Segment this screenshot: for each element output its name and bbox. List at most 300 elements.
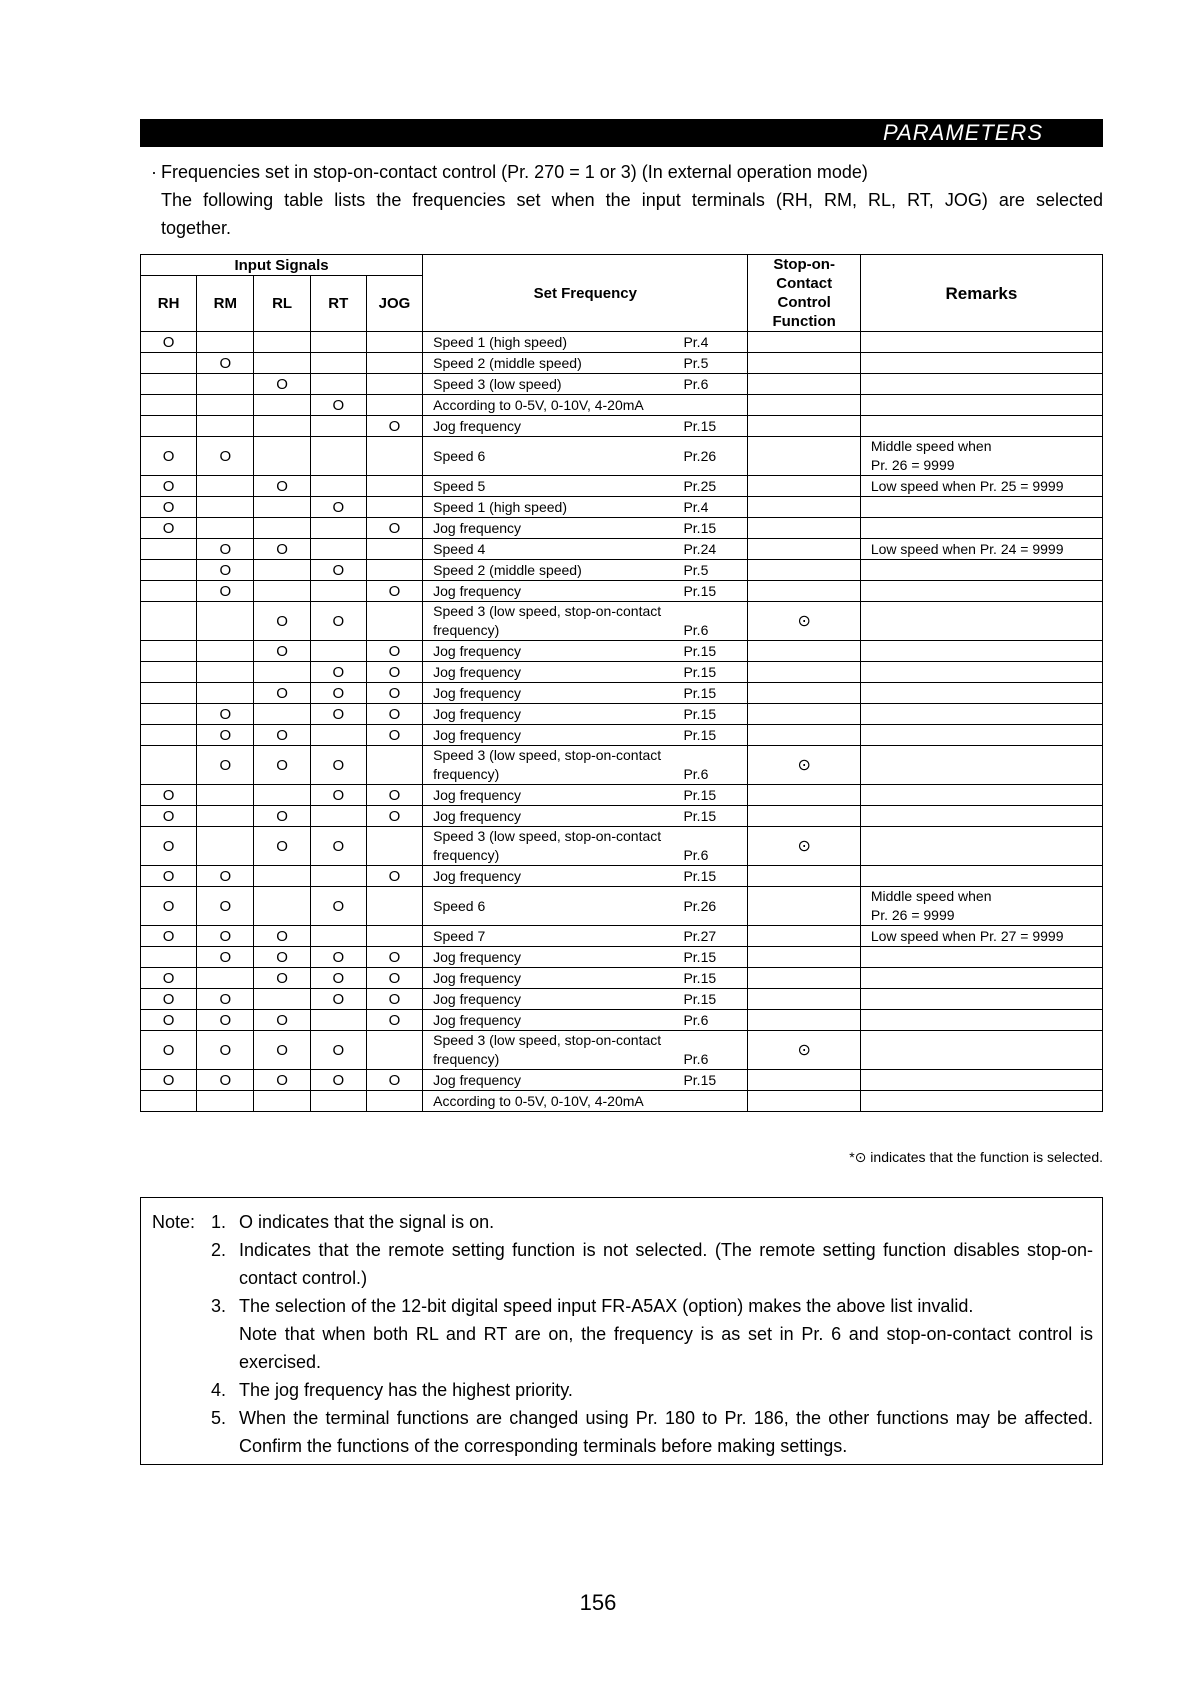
remarks-cell (860, 416, 1102, 437)
signal-cell: O (197, 746, 254, 785)
frequency-table (140, 254, 1103, 1112)
parameter-ref: Pr.6 (683, 1051, 709, 1067)
signal-cell: O (366, 989, 422, 1010)
stop-control-cell (748, 332, 860, 353)
signal-cell (254, 518, 310, 539)
frequency-name: Jog frequency (433, 867, 522, 884)
parameter-ref: Pr.15 (683, 1071, 717, 1088)
signal-cell: O (254, 1031, 310, 1070)
signal-cell: O (197, 866, 254, 887)
stop-control-cell (748, 947, 860, 968)
signal-cell: O (197, 989, 254, 1010)
signal-cell (366, 395, 422, 416)
signal-cell (366, 926, 422, 947)
table-row (141, 1010, 1103, 1031)
signal-cell: O (197, 947, 254, 968)
frequency-name: Jog frequency (433, 786, 522, 803)
page-number: 156 (579, 1590, 617, 1615)
table-row (141, 785, 1103, 806)
frequency-name: Speed 2 (middle speed) (433, 354, 582, 371)
signal-cell: O (254, 1010, 310, 1031)
signal-cell: O (366, 641, 422, 662)
signal-cell (141, 560, 197, 581)
remarks-cell (860, 395, 1102, 416)
remarks-cell (860, 887, 1102, 926)
remarks-cell (860, 518, 1102, 539)
parameter-ref (683, 1093, 741, 1110)
input-signals-header: Input Signals (141, 255, 423, 276)
stop-control-cell: ⊙ (748, 602, 860, 641)
signal-cell (141, 581, 197, 602)
table-row (141, 581, 1103, 602)
frequency-name: Speed 7 (433, 927, 486, 944)
table-row (141, 332, 1103, 353)
frequency-cell (423, 416, 748, 437)
note-text: O indicates that the signal is on. (239, 1212, 495, 1232)
signal-cell: O (310, 704, 366, 725)
signal-cell: O (254, 806, 310, 827)
signal-cell (254, 866, 310, 887)
signal-cell (197, 476, 254, 497)
frequency-name: Speed 3 (low speed, stop-on-contact (433, 1032, 662, 1048)
signal-cell (366, 746, 422, 785)
remarks-cell (860, 332, 1102, 353)
stop-control-cell (748, 581, 860, 602)
parameter-ref: Pr.6 (683, 847, 709, 863)
table-row (141, 602, 1103, 641)
signal-cell: O (141, 866, 197, 887)
stop-control-cell (748, 539, 860, 560)
signal-cell: O (366, 683, 422, 704)
note-number: 4. (211, 1380, 227, 1400)
signal-cell (254, 704, 310, 725)
parameter-ref (683, 397, 741, 414)
signal-cell (197, 518, 254, 539)
frequency-name: Jog frequency (433, 663, 522, 680)
signal-cell (310, 641, 366, 662)
signal-cell: O (366, 416, 422, 437)
signal-cell (310, 1010, 366, 1031)
frequency-cell (423, 1070, 748, 1091)
frequency-name: Jog frequency (433, 519, 522, 536)
signal-cell (366, 437, 422, 476)
signal-cell: O (141, 827, 197, 866)
table-row (141, 725, 1103, 746)
signal-cell: O (310, 887, 366, 926)
frequency-cell (423, 725, 748, 746)
table-row (141, 746, 1103, 785)
signal-cell: O (141, 968, 197, 989)
signal-cell (310, 926, 366, 947)
note-number: 1. (211, 1212, 227, 1232)
signal-cell: O (366, 518, 422, 539)
remarks-cell: Low speed when Pr. 24 = 9999 (860, 539, 1102, 560)
signal-cell: O (141, 1070, 197, 1091)
stop-control-cell (748, 641, 860, 662)
signal-cell: O (254, 641, 310, 662)
signal-cell: O (197, 926, 254, 947)
remarks-cell (860, 581, 1102, 602)
signal-cell (366, 560, 422, 581)
signal-cell (310, 518, 366, 539)
note-text: The jog frequency has the highest priority. (239, 1380, 573, 1400)
parameter-ref: Pr.15 (683, 948, 717, 965)
frequency-name: Jog frequency (433, 684, 522, 701)
parameter-ref: Pr.5 (683, 354, 709, 371)
frequency-cell (423, 602, 748, 641)
signal-cell: O (310, 560, 366, 581)
signal-cell: O (366, 704, 422, 725)
table-row (141, 518, 1103, 539)
signal-cell: O (310, 395, 366, 416)
signal-cell: O (197, 725, 254, 746)
table-row (141, 1070, 1103, 1091)
frequency-name: Speed 3 (low speed, stop-on-contact (433, 603, 662, 619)
stop-control-cell (748, 926, 860, 947)
signal-cell (197, 968, 254, 989)
frequency-name-continued: frequency) (433, 1051, 500, 1067)
frequency-cell (423, 641, 748, 662)
table-body (141, 332, 1103, 1112)
signal-cell (254, 353, 310, 374)
remarks-cell (860, 989, 1102, 1010)
signal-cell (310, 725, 366, 746)
signal-cell: O (197, 1010, 254, 1031)
section-header-bar (140, 119, 1103, 147)
stop-control-cell (748, 785, 860, 806)
remarks-cell (860, 704, 1102, 725)
remarks-cell (860, 1091, 1102, 1112)
table-row (141, 887, 1103, 926)
signal-cell: O (366, 1010, 422, 1031)
signal-cell: O (366, 1070, 422, 1091)
signal-cell (310, 539, 366, 560)
signal-cell (366, 1091, 422, 1112)
parameter-ref: Pr.6 (683, 1011, 709, 1028)
signal-cell (141, 395, 197, 416)
remarks-cell (860, 374, 1102, 395)
signal-cell (310, 437, 366, 476)
stop-control-cell (748, 725, 860, 746)
signal-cell (254, 989, 310, 1010)
signal-cell: O (197, 437, 254, 476)
section-title: PARAMETERS (883, 120, 1043, 145)
frequency-cell (423, 827, 748, 866)
signal-cell: O (366, 866, 422, 887)
remarks-cell: Low speed when Pr. 25 = 9999 (860, 476, 1102, 497)
signal-cell (197, 662, 254, 683)
frequency-cell (423, 704, 748, 725)
parameter-ref: Pr.15 (683, 663, 717, 680)
signal-cell (310, 806, 366, 827)
signal-cell: O (310, 1031, 366, 1070)
note-number: 3. (211, 1296, 227, 1316)
table-row (141, 704, 1103, 725)
signal-cell (141, 539, 197, 560)
signal-cell (254, 497, 310, 518)
stop-control-cell (748, 353, 860, 374)
frequency-cell (423, 947, 748, 968)
frequency-cell (423, 353, 748, 374)
signal-cell (197, 602, 254, 641)
stop-control-cell (748, 437, 860, 476)
signal-cell (366, 476, 422, 497)
signal-cell (141, 374, 197, 395)
signal-cell: O (310, 662, 366, 683)
frequency-name: Speed 2 (middle speed) (433, 561, 582, 578)
remarks-cell (860, 947, 1102, 968)
frequency-name: Jog frequency (433, 642, 522, 659)
signal-cell: O (254, 725, 310, 746)
signal-cell (197, 1091, 254, 1112)
parameter-ref: Pr.26 (683, 897, 717, 914)
signal-cell: O (366, 806, 422, 827)
set-frequency-header: Set Frequency (423, 255, 748, 332)
signal-cell (254, 332, 310, 353)
signal-cell: O (141, 926, 197, 947)
stop-control-cell (748, 989, 860, 1010)
table-row (141, 683, 1103, 704)
signal-cell: O (366, 725, 422, 746)
signal-header-jog: JOG (366, 276, 422, 332)
table-row (141, 968, 1103, 989)
table-row (141, 353, 1103, 374)
signal-cell (197, 497, 254, 518)
frequency-name: Jog frequency (433, 726, 522, 743)
table-row (141, 926, 1103, 947)
frequency-name: Jog frequency (433, 969, 522, 986)
remarks-cell (860, 968, 1102, 989)
signal-cell: O (197, 539, 254, 560)
remarks-cell (860, 785, 1102, 806)
signal-cell (141, 416, 197, 437)
remarks-cell (860, 866, 1102, 887)
signal-cell (141, 725, 197, 746)
signal-cell (254, 785, 310, 806)
table-row (141, 806, 1103, 827)
signal-cell (366, 353, 422, 374)
table-row (141, 947, 1103, 968)
stop-control-cell (748, 476, 860, 497)
frequency-cell (423, 866, 748, 887)
signal-cell (254, 662, 310, 683)
parameter-ref: Pr.15 (683, 990, 717, 1007)
remarks-cell (860, 725, 1102, 746)
frequency-cell (423, 926, 748, 947)
signal-cell: O (141, 887, 197, 926)
table-row (141, 560, 1103, 581)
stop-control-cell (748, 518, 860, 539)
note-label: Note: (152, 1212, 196, 1232)
signal-cell (197, 395, 254, 416)
signal-cell: O (141, 1010, 197, 1031)
frequency-cell (423, 581, 748, 602)
table-row (141, 476, 1103, 497)
table-row (141, 437, 1103, 476)
signal-cell (310, 476, 366, 497)
signal-header-rh: RH (141, 276, 197, 332)
parameter-ref: Pr.27 (683, 927, 717, 944)
signal-cell (310, 866, 366, 887)
frequency-cell (423, 1010, 748, 1031)
remarks-cell (860, 602, 1102, 641)
parameter-ref: Pr.6 (683, 375, 709, 392)
remarks-header: Remarks (860, 255, 1102, 332)
signal-cell: O (254, 602, 310, 641)
signal-cell: O (141, 437, 197, 476)
table-row (141, 827, 1103, 866)
signal-cell (141, 602, 197, 641)
signal-cell: O (197, 1070, 254, 1091)
frequency-name: Speed 4 (433, 540, 486, 557)
signal-cell: O (197, 581, 254, 602)
stop-control-cell (748, 887, 860, 926)
remarks-cell (860, 662, 1102, 683)
frequency-cell (423, 497, 748, 518)
frequency-name: According to 0-5V, 0-10V, 4-20mA (433, 1092, 644, 1109)
remarks-cell (860, 641, 1102, 662)
table-row (141, 662, 1103, 683)
stop-control-cell (748, 806, 860, 827)
frequency-name: Speed 1 (high speed) (433, 333, 567, 350)
signal-cell: O (254, 947, 310, 968)
signal-cell (141, 746, 197, 785)
signal-cell: O (310, 1070, 366, 1091)
remarks-cell (860, 683, 1102, 704)
signal-cell (197, 683, 254, 704)
remarks-cell (860, 437, 1102, 476)
parameter-ref: Pr.4 (683, 333, 709, 350)
frequency-name-continued: frequency) (433, 847, 500, 863)
frequency-name: Jog frequency (433, 1011, 522, 1028)
signal-cell: O (366, 662, 422, 683)
signal-cell: O (310, 746, 366, 785)
note-box (140, 1197, 1103, 1465)
signal-cell: O (254, 827, 310, 866)
remarks-cell (860, 1070, 1102, 1091)
stop-control-cell (748, 866, 860, 887)
signal-cell (310, 353, 366, 374)
signal-cell: O (366, 947, 422, 968)
parameter-ref: Pr.25 (683, 477, 717, 494)
signal-cell (197, 806, 254, 827)
parameter-ref: Pr.26 (683, 447, 717, 464)
signal-cell: O (310, 827, 366, 866)
signal-cell (366, 497, 422, 518)
table-row (141, 416, 1103, 437)
stop-control-header: Stop-on-Contact Control Function (748, 255, 860, 332)
signal-cell: O (254, 746, 310, 785)
stop-control-cell (748, 497, 860, 518)
frequency-name: Jog frequency (433, 990, 522, 1007)
frequency-name: Speed 6 (433, 447, 486, 464)
remarks-cell (860, 827, 1102, 866)
table-row (141, 539, 1103, 560)
signal-cell (141, 353, 197, 374)
signal-cell: O (141, 332, 197, 353)
intro-line-1: Frequencies set in stop-on-contact control (Pr. 270 = 1 or 3) (In external operation mode) (161, 162, 868, 182)
stop-control-cell (748, 662, 860, 683)
frequency-name-continued: frequency) (433, 622, 500, 638)
frequency-cell (423, 746, 748, 785)
signal-cell: O (310, 497, 366, 518)
frequency-name: Speed 3 (low speed, stop-on-contact (433, 828, 662, 844)
parameter-ref: Pr.15 (683, 519, 717, 536)
note-text-continued: Note that when both RL and RT are on, the frequency is as set in Pr. 6 and stop-on-contact control is exercised. (239, 1324, 1093, 1372)
remarks-cell (860, 497, 1102, 518)
signal-cell (197, 785, 254, 806)
frequency-name: Speed 5 (433, 477, 486, 494)
stop-control-cell (748, 704, 860, 725)
signal-cell: O (141, 1031, 197, 1070)
signal-cell: O (254, 1070, 310, 1091)
frequency-cell (423, 395, 748, 416)
signal-cell: O (197, 704, 254, 725)
stop-control-cell: ⊙ (748, 746, 860, 785)
signal-header-rt: RT (310, 276, 366, 332)
stop-control-cell (748, 416, 860, 437)
frequency-cell (423, 887, 748, 926)
remark-text-continued: Pr. 26 = 9999 (870, 457, 955, 473)
signal-cell (141, 704, 197, 725)
remarks-cell (860, 1031, 1102, 1070)
signal-cell (310, 416, 366, 437)
frequency-name: Jog frequency (433, 582, 522, 599)
signal-cell: O (254, 968, 310, 989)
bullet: · (151, 162, 157, 182)
signal-cell (141, 947, 197, 968)
signal-cell: O (366, 968, 422, 989)
frequency-name: Speed 1 (high speed) (433, 498, 567, 515)
signal-cell: O (141, 989, 197, 1010)
frequency-cell (423, 437, 748, 476)
frequency-name-continued: frequency) (433, 766, 500, 782)
frequency-cell (423, 806, 748, 827)
signal-cell: O (310, 989, 366, 1010)
signal-cell: O (197, 887, 254, 926)
table-row (141, 989, 1103, 1010)
note-text: The selection of the 12-bit digital speed input FR-A5AX (option) makes the above list invalid. (239, 1296, 974, 1316)
signal-cell (197, 374, 254, 395)
signal-cell: O (254, 539, 310, 560)
table-row (141, 374, 1103, 395)
remarks-cell (860, 1010, 1102, 1031)
signal-cell (254, 887, 310, 926)
signal-cell (254, 1091, 310, 1112)
parameter-ref: Pr.15 (683, 726, 717, 743)
signal-cell (254, 560, 310, 581)
remarks-cell (860, 746, 1102, 785)
frequency-name: Jog frequency (433, 948, 522, 965)
signal-cell (141, 662, 197, 683)
table-row (141, 1031, 1103, 1070)
frequency-cell (423, 683, 748, 704)
signal-cell: O (310, 785, 366, 806)
signal-cell: O (197, 1031, 254, 1070)
signal-cell (254, 395, 310, 416)
table-row (141, 497, 1103, 518)
table-row (141, 641, 1103, 662)
frequency-cell (423, 518, 748, 539)
parameter-ref: Pr.6 (683, 622, 709, 638)
signal-cell: O (141, 806, 197, 827)
signal-cell: O (141, 497, 197, 518)
stop-control-cell: ⊙ (748, 827, 860, 866)
intro-line-2: The following table lists the frequencies set when the input terminals (RH, RM, RL, RT, JOG) are selected (161, 190, 1103, 210)
frequency-name: Jog frequency (433, 1071, 522, 1088)
frequency-cell (423, 332, 748, 353)
parameter-ref: Pr.6 (683, 766, 709, 782)
